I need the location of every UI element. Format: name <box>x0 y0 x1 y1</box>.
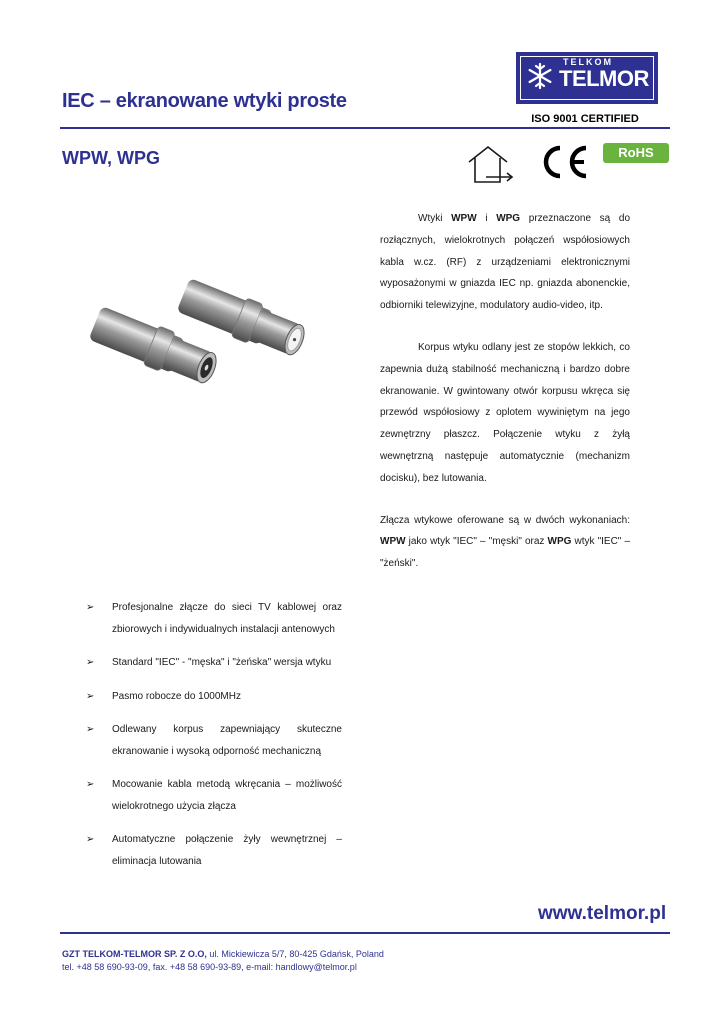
bullet-arrow-icon: ➢ <box>86 834 95 845</box>
bullet-arrow-icon: ➢ <box>86 602 95 613</box>
connector-product-image <box>80 262 360 422</box>
feature-item: ➢ Automatyczne połączenie żyły wewnętrznej – eliminacja lutowania <box>86 829 342 872</box>
description-paragraph-1: Wtyki WPW i WPG przeznaczone są do rozłącznych, wielokrotnych połączeń współosiowych kabla w.cz. (RF) z urządzeniami elektronicznymi wyposażonymi w gniazda IEC np. gniazda abonenckie, odbiorniki telewizyjne, modulatory audio-video, itp. <box>380 213 631 312</box>
feature-item: ➢ Pasmo robocze do 1000MHz <box>86 686 342 708</box>
bullet-arrow-icon: ➢ <box>86 690 95 702</box>
ce-mark-icon <box>538 145 592 179</box>
product-description <box>380 208 630 595</box>
footer-contact <box>62 948 384 974</box>
description-paragraph-3: Złącza wtykowe oferowane są w dwóch wykonaniach: WPW jako wtyk "IEC" – "męski" oraz WPG wtyk "IEC" – "żeński". <box>380 514 631 570</box>
bullet-arrow-icon: ➢ <box>86 779 95 790</box>
footer-company: GZT TELKOM-TELMOR SP. Z O.O, <box>62 949 207 959</box>
logo-main-text: TELMOR <box>559 66 649 91</box>
telmor-logo <box>516 52 658 104</box>
website-link[interactable]: www.telmor.pl <box>538 903 667 924</box>
description-paragraph-2: Korpus wtyku odlany jest ze stopów lekkich, co zapewnia dużą stabilność mechaniczną i bardzo dobre ekranowanie. W gwintowany otwór korpusu wkręca się przewód współosiowy z oplotem wywiniętym na jego zewnętrzny płaszcz. Połączenie wtyku z żyłą wewnętrzną następuje automatycznie (mechanizm docisku), bez lutowania. <box>380 341 630 484</box>
header-divider <box>60 127 670 129</box>
rohs-badge: RoHS <box>603 143 669 163</box>
feature-item: ➢ Odlewany korpus zapewniający skuteczne ekranowanie i wysoką odporność mechaniczną <box>86 719 342 762</box>
snowflake-logo-icon <box>525 61 555 91</box>
feature-item: ➢ Mocowanie kabla metodą wkręcania – możliwość wielokrotnego użycia złącza <box>86 774 342 817</box>
footer-divider <box>60 932 670 934</box>
features-list <box>86 597 342 884</box>
bullet-arrow-icon: ➢ <box>86 657 95 668</box>
house-symbol-icon <box>466 144 516 186</box>
logo-top-text: TELKOM <box>563 57 613 67</box>
footer-address: ul. Mickiewicza 5/7, 80-425 Gdańsk, Poland <box>206 949 384 959</box>
product-subtitle: WPW, WPG <box>62 148 160 168</box>
feature-item: ➢ Standard "IEC" - "męska" i "żeńska" wersja wtyku <box>86 652 342 674</box>
bullet-arrow-icon: ➢ <box>86 724 95 735</box>
iso-certified-label: ISO 9001 CERTIFIED <box>531 113 639 125</box>
footer-phone-email: tel. +48 58 690-93-09, fax. +48 58 690-93-89, e-mail: handlowy@telmor.pl <box>62 962 357 972</box>
feature-item: ➢ Profesjonalne złącze do sieci TV kablowej oraz zbiorowych i indywidualnych instalacji antenowych <box>86 597 342 640</box>
page-title: IEC – ekranowane wtyki proste <box>62 90 347 112</box>
